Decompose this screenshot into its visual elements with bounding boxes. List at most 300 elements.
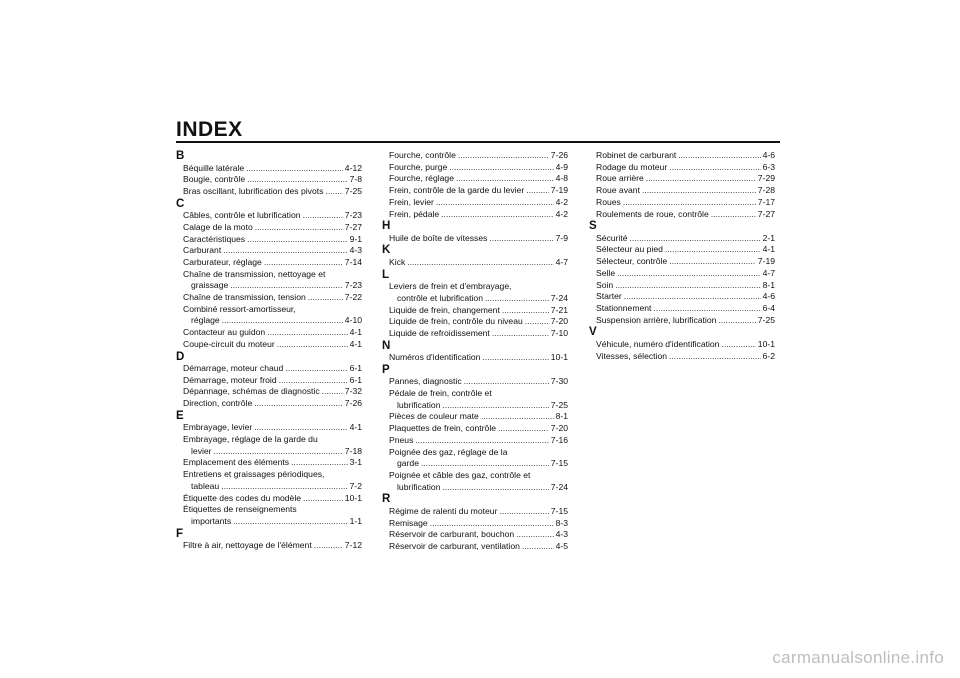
index-entry-text: Frein, pédale <box>389 208 440 219</box>
index-page-number: 6-3 <box>762 161 775 172</box>
index-entry-text: Roue arrière <box>596 173 644 184</box>
dot-leader <box>653 303 760 315</box>
index-page-number: 7-19 <box>550 185 568 196</box>
dot-leader <box>482 352 548 364</box>
dot-leader <box>498 423 549 435</box>
index-entry-text: Embrayage, réglage de la garde du <box>183 434 318 445</box>
index-entry-line <box>596 173 775 185</box>
index-entry-line <box>389 209 568 221</box>
index-entry-line <box>389 316 568 328</box>
index-entry-line <box>183 163 362 175</box>
dot-leader <box>277 339 348 351</box>
dot-leader <box>526 185 549 197</box>
index-entry-line <box>596 162 775 174</box>
index-entry-line <box>183 186 362 198</box>
index-entry-text: Fourche, réglage <box>389 173 454 184</box>
index-entry <box>382 470 568 493</box>
index-page-number: 4-3 <box>555 529 568 540</box>
index-entry-line <box>183 210 362 222</box>
index-entry-line <box>183 434 362 446</box>
index-page-number: 7-25 <box>550 399 568 410</box>
index-entry-text: Sélecteur au pied <box>596 244 663 255</box>
index-entry-line <box>183 493 362 505</box>
index-entry-line <box>596 150 775 162</box>
dot-leader <box>303 493 343 505</box>
index-entry <box>382 316 568 328</box>
index-page-number: 3-1 <box>349 457 362 468</box>
index-entry-line <box>389 352 568 364</box>
index-entry <box>589 291 775 303</box>
index-entry-text: tableau <box>191 480 220 491</box>
dot-leader <box>669 351 761 363</box>
index-page-number: 7-17 <box>757 196 775 207</box>
dot-leader <box>458 150 549 162</box>
index-entry-line <box>183 457 362 469</box>
index-entry-line <box>596 280 775 292</box>
index-letter: B <box>176 150 185 162</box>
index-page-number: 7-14 <box>344 256 362 267</box>
dot-leader <box>314 540 343 552</box>
index-page-number: 6-2 <box>762 350 775 361</box>
index-entry-text: Liquide de frein, changement <box>389 304 500 315</box>
index-entry-text: Béquille latérale <box>183 162 245 173</box>
index-entry-line <box>389 328 568 340</box>
index-entry-line <box>596 244 775 256</box>
index-entry-line <box>183 174 362 186</box>
index-entry-text: Robinet de carburant <box>596 150 677 160</box>
index-entry-line <box>389 233 568 245</box>
index-entry-text: Calage de la moto <box>183 221 253 232</box>
index-entry <box>176 245 362 257</box>
dot-leader <box>499 506 548 518</box>
index-entry-text: Démarrage, moteur froid <box>183 374 277 385</box>
dot-leader <box>492 328 549 340</box>
index-entry-text: Pièces de couleur mate <box>389 411 479 422</box>
dot-leader <box>669 256 756 268</box>
index-entry-line <box>389 470 568 482</box>
index-letter: F <box>176 527 184 540</box>
index-entry <box>382 162 568 174</box>
index-letter: P <box>382 363 390 376</box>
index-entry <box>382 352 568 364</box>
index-entry-line <box>596 268 775 280</box>
index-page-number: 7-2 <box>349 480 362 491</box>
dot-leader <box>456 173 554 185</box>
title-rule <box>176 141 780 143</box>
index-page-number: 7-21 <box>550 304 568 315</box>
index-entry <box>589 150 775 162</box>
index-entry-text: Numéros d'identification <box>389 352 481 363</box>
index-entry <box>382 388 568 411</box>
index-entry-line <box>183 540 362 552</box>
index-entry <box>176 222 362 234</box>
index-letter: V <box>589 326 597 339</box>
dot-leader <box>721 339 755 351</box>
index-entry-text: Roue avant <box>596 185 640 196</box>
index-entry-line <box>183 516 362 528</box>
dot-leader <box>222 315 343 327</box>
index-entry-text: Réservoir de carburant, ventilation <box>389 540 520 551</box>
index-entry <box>382 233 568 245</box>
dot-leader <box>718 315 755 327</box>
dot-leader <box>246 163 343 175</box>
index-page-number: 4-1 <box>762 244 775 255</box>
index-entry-text: Carburant <box>183 245 222 256</box>
index-entry-text: Poignée des gaz, réglage de la <box>389 446 508 457</box>
index-page-number: 4-1 <box>349 327 362 338</box>
index-entry <box>176 163 362 175</box>
index-entry <box>589 233 775 245</box>
dot-leader <box>441 209 553 221</box>
dot-leader <box>485 293 549 305</box>
index-entry <box>382 411 568 423</box>
index-page-number: 4-2 <box>555 208 568 219</box>
index-entry-line <box>389 197 568 209</box>
index-page-number: 7-20 <box>550 316 568 327</box>
index-entry <box>589 268 775 280</box>
index-entry-text: Stationnement <box>596 302 652 313</box>
index-entry <box>176 493 362 505</box>
index-page-number: 10-1 <box>550 352 568 363</box>
dot-leader <box>481 411 554 423</box>
index-page-number: 6-1 <box>349 374 362 385</box>
dot-leader <box>525 316 549 328</box>
index-page-number: 7-15 <box>550 505 568 516</box>
index-entry-text: Frein, contrôle de la garde du levier <box>389 185 525 196</box>
dot-leader <box>254 422 347 434</box>
index-letter: C <box>176 197 185 210</box>
index-entry <box>176 304 362 327</box>
index-entry-text: Pneus <box>389 434 414 445</box>
index-entry-line <box>596 291 775 303</box>
index-entry-text: lubrification <box>397 481 441 492</box>
watermark-text: carmanualsonline.info <box>772 648 944 667</box>
index-entry-text: Carburateur, réglage <box>183 256 262 267</box>
index-column-3 <box>589 150 775 362</box>
index-page-number: 4-10 <box>344 315 362 326</box>
index-entry-line <box>389 482 568 494</box>
index-entry-line <box>183 375 362 387</box>
index-page-number: 10-1 <box>344 492 362 503</box>
index-entry <box>176 469 362 492</box>
index-entry-text: réglage <box>191 315 220 326</box>
dot-leader <box>449 162 553 174</box>
index-page-number: 7-27 <box>757 208 775 219</box>
index-entry-line <box>389 173 568 185</box>
index-page-number: 1-1 <box>349 515 362 526</box>
dot-leader <box>442 482 548 494</box>
dot-leader <box>624 291 761 303</box>
index-entry-line <box>389 435 568 447</box>
dot-leader <box>669 162 760 174</box>
index-entry-line <box>389 541 568 553</box>
dot-leader <box>415 435 548 447</box>
index-entry-line <box>183 386 362 398</box>
index-entry-text: Câbles, contrôle et lubrification <box>183 210 301 221</box>
index-entry-text: graissage <box>191 280 229 291</box>
index-page-number: 7-30 <box>550 376 568 387</box>
index-entry-text: Véhicule, numéro d'identification <box>596 338 720 349</box>
index-entry-text: Fourche, contrôle <box>389 150 456 160</box>
index-entry-line <box>183 245 362 257</box>
index-entry-text: Embrayage, levier <box>183 422 253 433</box>
index-entry <box>589 209 775 221</box>
index-entry <box>176 398 362 410</box>
index-page-number: 7-23 <box>344 280 362 291</box>
index-page-number: 7-23 <box>344 210 362 221</box>
index-page-number: 7-12 <box>344 540 362 551</box>
index-entry <box>382 257 568 269</box>
index-letter: R <box>382 493 391 506</box>
index-entry <box>176 174 362 186</box>
dot-leader <box>230 280 343 292</box>
dot-leader <box>430 518 554 530</box>
dot-leader <box>516 529 553 541</box>
dot-leader <box>711 209 756 221</box>
index-entry <box>382 541 568 553</box>
index-letter: D <box>176 350 185 363</box>
page-title: INDEX <box>176 118 243 141</box>
index-page-number: 7-22 <box>344 292 362 303</box>
index-entry <box>382 423 568 435</box>
index-entry-text: Chaîne de transmission, nettoyage et <box>183 268 326 279</box>
index-entry <box>176 422 362 434</box>
index-entry <box>382 305 568 317</box>
index-entry-line <box>389 411 568 423</box>
index-page-number: 4-3 <box>349 245 362 256</box>
index-entry-text: Sécurité <box>596 232 628 243</box>
index-page-number: 7-25 <box>344 185 362 196</box>
index-entry-text: Étiquettes de renseignements <box>183 504 297 515</box>
index-entry <box>589 197 775 209</box>
index-entry-text: Chaîne de transmission, tension <box>183 292 306 303</box>
index-entry <box>589 315 775 327</box>
index-entry-line <box>596 303 775 315</box>
index-column-1 <box>176 150 362 552</box>
index-entry-text: lubrification <box>397 399 441 410</box>
index-page-number: 4-8 <box>555 173 568 184</box>
index-entry-text: Starter <box>596 291 622 302</box>
dot-leader <box>421 458 549 470</box>
index-entry <box>176 434 362 457</box>
dot-leader <box>502 305 549 317</box>
index-entry-line <box>389 376 568 388</box>
index-entry-line <box>389 400 568 412</box>
index-entry <box>382 518 568 530</box>
dot-leader <box>303 210 343 222</box>
index-page-number: 4-9 <box>555 161 568 172</box>
index-page-number: 7-15 <box>550 458 568 469</box>
index-page-number: 7-24 <box>550 481 568 492</box>
index-letter: E <box>176 409 184 422</box>
index-entry-text: Contacteur au guidon <box>183 327 266 338</box>
index-entry <box>589 256 775 268</box>
index-entry-line <box>183 398 362 410</box>
index-entry-text: garde <box>397 458 419 469</box>
index-entry-text: Dépannage, schémas de diagnostic <box>183 386 320 397</box>
index-page-number: 7-20 <box>550 423 568 434</box>
index-entry-line <box>389 458 568 470</box>
index-entry-text: Bougie, contrôle <box>183 174 246 185</box>
index-entry-text: Direction, contrôle <box>183 398 253 409</box>
index-entry-line <box>183 222 362 234</box>
index-entry-text: Coupe-circuit du moteur <box>183 338 275 349</box>
index-entry-line <box>389 529 568 541</box>
index-letter: L <box>382 268 390 281</box>
index-page-number: 8-1 <box>555 411 568 422</box>
dot-leader <box>442 400 548 412</box>
index-entry-text: Remisage <box>389 517 428 528</box>
dot-leader <box>325 186 342 198</box>
index-entry-text: contrôle et lubrification <box>397 292 483 303</box>
dot-leader <box>617 268 760 280</box>
index-page-number: 9-1 <box>349 233 362 244</box>
index-page-number: 7-19 <box>757 256 775 267</box>
index-entry <box>382 281 568 304</box>
index-entry <box>176 504 362 527</box>
index-page-number: 7-32 <box>344 386 362 397</box>
index-entry-line <box>389 305 568 317</box>
index-page-number: 7-16 <box>550 434 568 445</box>
index-entry-text: Régime de ralenti du moteur <box>389 505 498 516</box>
index-page-number: 7-27 <box>344 221 362 232</box>
index-letter: N <box>382 339 391 352</box>
index-entry <box>382 529 568 541</box>
index-page-number: 8-1 <box>762 279 775 290</box>
index-page-number: 7-26 <box>550 150 568 160</box>
index-entry-line <box>389 518 568 530</box>
index-entry-text: Soin <box>596 279 614 290</box>
index-entry-line <box>389 388 568 400</box>
index-entry-text: levier <box>191 445 212 456</box>
index-entry-line <box>183 304 362 316</box>
index-entry-text: Pédale de frein, contrôle et <box>389 388 492 399</box>
index-entry-line <box>389 281 568 293</box>
index-letter: H <box>382 220 391 233</box>
index-letter: S <box>589 220 597 233</box>
index-entry <box>176 234 362 246</box>
index-entry-line <box>183 481 362 493</box>
index-entry-line <box>389 506 568 518</box>
index-entry-line <box>389 150 568 162</box>
index-entry-text: Selle <box>596 267 616 278</box>
index-page-number: 7-28 <box>757 185 775 196</box>
index-entry <box>176 327 362 339</box>
index-page-number: 4-1 <box>349 422 362 433</box>
index-entry-text: importants <box>191 515 232 526</box>
index-entry-text: Réservoir de carburant, bouchon <box>389 529 515 540</box>
index-entry-text: Entretiens et graissages périodiques, <box>183 469 325 480</box>
dot-leader <box>221 481 347 493</box>
index-entry-line <box>596 256 775 268</box>
index-entry-line <box>389 423 568 435</box>
dot-leader <box>285 363 347 375</box>
dot-leader <box>247 174 347 186</box>
index-entry-line <box>183 269 362 281</box>
index-entry-line <box>596 315 775 327</box>
index-entry-line <box>596 351 775 363</box>
index-page-number: 7-10 <box>550 327 568 338</box>
dot-leader <box>630 233 761 245</box>
index-entry <box>382 435 568 447</box>
index-entry <box>176 540 362 552</box>
dot-leader <box>247 234 347 246</box>
index-entry <box>589 244 775 256</box>
index-entry-text: Emplacement des éléments <box>183 457 290 468</box>
index-entry <box>176 386 362 398</box>
index-page-number: 7-18 <box>344 445 362 456</box>
index-page-number: 4-1 <box>349 338 362 349</box>
index-entry-line <box>389 293 568 305</box>
index-page-number: 7-26 <box>344 398 362 409</box>
index-entry <box>382 376 568 388</box>
index-entry <box>382 209 568 221</box>
index-entry-text: Huile de boîte de vitesses <box>389 232 488 243</box>
index-entry <box>176 375 362 387</box>
index-entry-text: Bras oscillant, lubrification des pivots <box>183 185 324 196</box>
index-entry-line <box>183 469 362 481</box>
index-page-number: 4-2 <box>555 196 568 207</box>
index-entry-line <box>596 209 775 221</box>
index-entry-text: Roues <box>596 196 621 207</box>
dot-leader <box>646 173 756 185</box>
index-entry-line <box>596 233 775 245</box>
index-column-2 <box>382 150 568 553</box>
dot-leader <box>255 222 343 234</box>
dot-leader <box>279 375 348 387</box>
index-entry-text: Liquide de frein, contrôle du niveau <box>389 316 523 327</box>
index-page-number: 10-1 <box>757 338 775 349</box>
dot-leader <box>264 257 343 269</box>
index-entry-line <box>389 162 568 174</box>
index-entry-line <box>183 422 362 434</box>
index-page-number: 7-25 <box>757 314 775 325</box>
index-entry-text: Sélecteur, contrôle <box>596 256 668 267</box>
index-entry <box>589 351 775 363</box>
index-entry <box>589 339 775 351</box>
index-entry-text: Fourche, purge <box>389 161 448 172</box>
index-entry-line <box>183 257 362 269</box>
index-entry-text: Démarrage, moteur chaud <box>183 363 284 374</box>
index-entry-line <box>183 339 362 351</box>
index-page-number: 6-1 <box>349 363 362 374</box>
dot-leader <box>522 541 554 553</box>
index-entry <box>176 457 362 469</box>
index-entry <box>176 292 362 304</box>
dot-leader <box>291 457 348 469</box>
dot-leader <box>308 292 343 304</box>
dot-leader <box>642 185 756 197</box>
dot-leader <box>267 327 347 339</box>
index-page-number: 7-29 <box>757 173 775 184</box>
index-entry-line <box>183 280 362 292</box>
index-entry-line <box>183 504 362 516</box>
index-entry-text: Rodage du moteur <box>596 161 668 172</box>
dot-leader <box>436 197 554 209</box>
index-entry <box>382 150 568 162</box>
index-letter: K <box>382 244 391 257</box>
index-page-number: 4-6 <box>762 150 775 160</box>
index-page-number: 8-3 <box>555 517 568 528</box>
dot-leader <box>665 244 761 256</box>
index-entry-line <box>389 257 568 269</box>
index-entry-line <box>183 234 362 246</box>
dot-leader <box>407 257 553 269</box>
index-entry <box>589 162 775 174</box>
dot-leader <box>623 197 756 209</box>
index-entry-text: Frein, levier <box>389 196 434 207</box>
index-entry <box>382 197 568 209</box>
